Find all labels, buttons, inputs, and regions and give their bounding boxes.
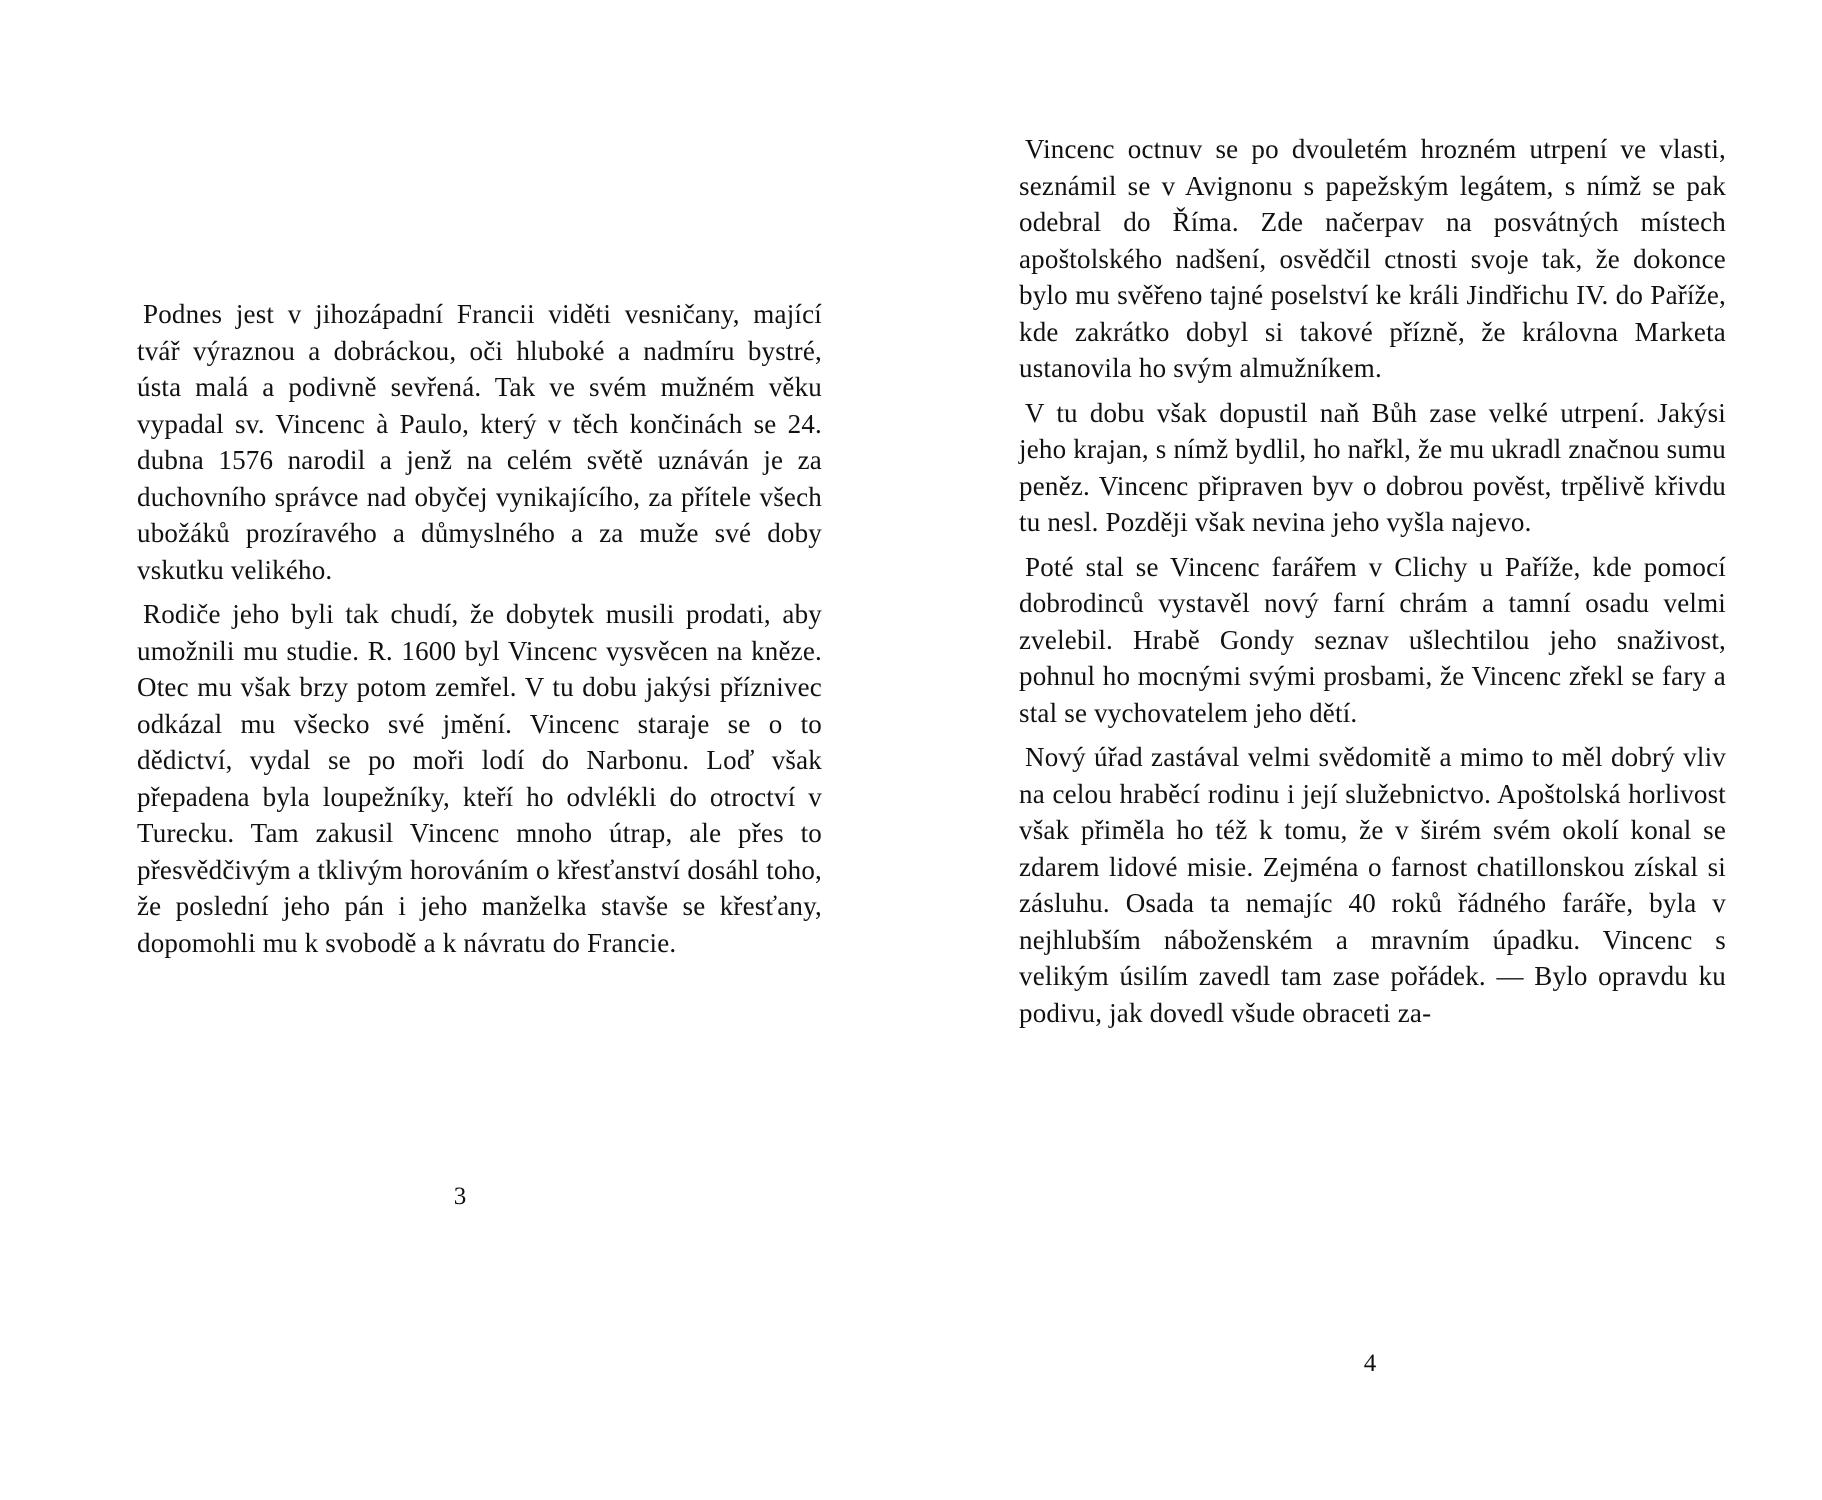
paragraph: Rodiče jeho byli tak chudí, že dobytek musili prodati, aby umožnili mu studie. R. 1600 byl Vincenc vysvěcen na kněze. Otec mu však brzy potom zemřel. V tu dobu jakýsi příznivec odkázal mu všecko své jmění. Vincenc staraje se o to dědictví, vydal se po moři lodí do Narbonu. Loď však přepadena byla loupežníky, kteří ho odvlékli do otroctví v Turecku. Tam zakusil Vincenc mnoho útrap, ale přes to přesvědčivým a tklivým horováním o křesťanství dosáhl toho, že poslední jeho pán i jeho manželka stavše se křesťany, dopomohli mu k svobodě a k návratu do Francie. (137, 599, 822, 958)
paragraph: Podnes jest v jihozápadní Francii viděti vesničany, mající tvář výraznou a dobráckou, oči hluboké a nadmíru bystré, ústa malá a podivně sevřená. Tak ve svém mužném věku vypadal sv. Vincenc à Paulo, který v těch končinách se 24. dubna 1576 narodil a jenž na celém světě uznáván je za duchovního správce nad obyčej vynikajícího, za přítele všech ubožáků prozíravého a důmyslného a za muže své doby vskutku velikého. (137, 299, 822, 585)
paragraph: V tu dobu však dopustil naň Bůh zase velké utrpení. Jakýsi jeho krajan, s nímž bydlil, ho nařkl, že mu ukradl značnou sumu peněz. Vincenc připraven byv o dobrou pověst, trpělivě křivdu tu nesl. Později však nevina jeho vyšla najevo. (1019, 397, 1726, 537)
page-number: 4 (1363, 1350, 1377, 1377)
right-page (911, 0, 1822, 1500)
paragraph: Vincenc octnuv se po dvouletém hrozném utrpení ve vlasti, seznámil se v Avignonu s papežským legátem, s nímž se pak odebral do Říma. Zde načerpav na posvátných místech apoštolského nadšení, osvědčil ctnosti svoje tak, že dokonce bylo mu svěřeno tajné poselství ke králi Jindřichu IV. do Paříže, kde zakrátko dobyl si takové přízně, že královna Marketa ustanovila ho svým almužníkem. (1019, 134, 1726, 383)
right-page-text (1019, 131, 1726, 1039)
paragraph: Nový úřad zastával velmi svědomitě a mimo to měl dobrý vliv na celou hraběcí rodinu i její služebnictvo. Apoštolská horlivost však přiměla ho též k tomu, že v širém svém okolí konal se zdarem lidové misie. Zejména o farnost chatillonskou získal si zásluhu. Osada ta nemajíc 40 roků řádného faráře, byla v nejhlubším náboženském a mravním úpadku. Vincenc s velikým úsilím zavedl tam zase pořádek. — Bylo opravdu ku podivu, jak dovedl všude obraceti za- (1019, 742, 1726, 1028)
paragraph: Poté stal se Vincenc farářem v Clichy u Paříže, kde pomocí dobrodinců vystavěl nový farní chrám a tamní osadu velmi zvelebil. Hrabě Gondy seznav ušlechtilou jeho snaživost, pohnul ho mocnými svými prosbami, že Vincenc zřekl se fary a stal se vychovatelem jeho dětí. (1019, 551, 1726, 728)
page-number: 3 (453, 1183, 467, 1210)
left-page-text (137, 296, 822, 969)
